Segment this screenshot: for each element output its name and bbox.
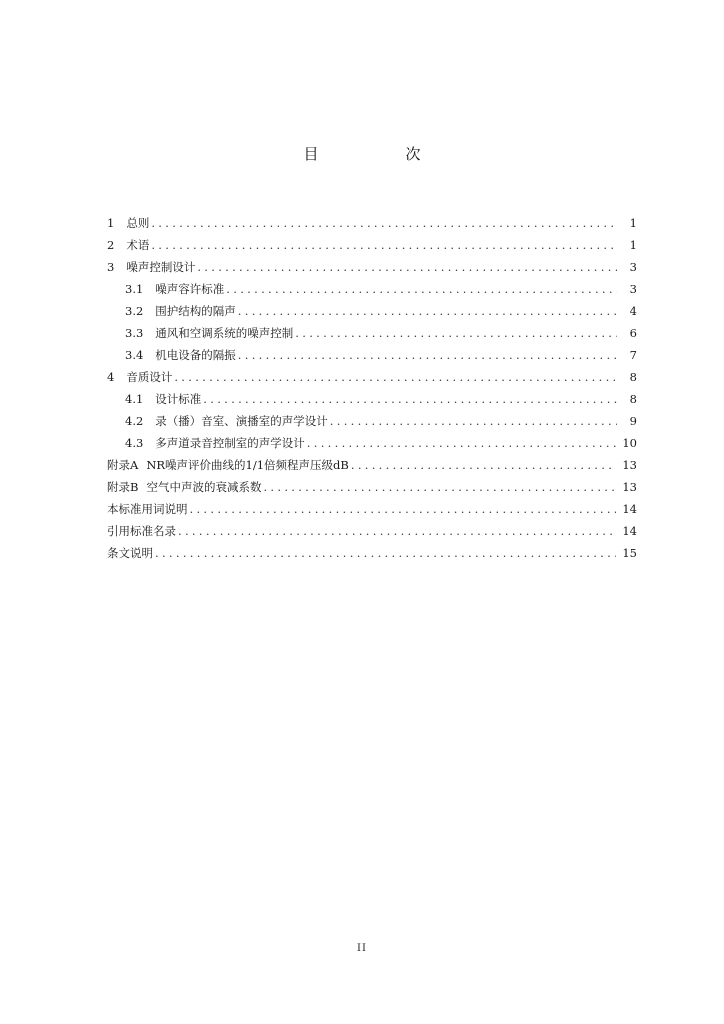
toc-entry-page: 1 xyxy=(629,216,637,230)
toc-subentry[interactable] xyxy=(107,411,637,433)
toc-entry[interactable] xyxy=(107,499,637,521)
toc-entry-label: 机电设备的隔振 xyxy=(155,348,236,362)
toc-dot-leader xyxy=(330,411,617,431)
toc-dot-leader xyxy=(263,477,616,497)
toc-subentry[interactable] xyxy=(107,433,637,455)
toc-entry-page: 13 xyxy=(622,480,637,494)
toc-entry[interactable] xyxy=(107,213,637,235)
toc-entry-page: 7 xyxy=(629,348,637,362)
toc-dot-leader xyxy=(151,213,617,233)
toc-entry-number: 附录A xyxy=(107,458,139,472)
toc-entry-number: 1 xyxy=(107,216,115,230)
toc-entry-number: 4.2 xyxy=(125,414,144,428)
page-number: II xyxy=(357,943,367,954)
toc-entry-label: 条文说明 xyxy=(107,546,153,560)
toc-entry-label: 本标准用词说明 xyxy=(107,502,188,516)
toc-entry-number: 附录B xyxy=(107,480,139,494)
toc-entry-label: 引用标准名录 xyxy=(107,524,176,538)
toc-subentry[interactable] xyxy=(107,345,637,367)
toc-entry-page: 3 xyxy=(629,260,637,274)
toc-entry-page: 14 xyxy=(622,502,637,516)
toc-subentry[interactable] xyxy=(107,323,637,345)
toc-dot-leader xyxy=(174,367,617,387)
toc-dot-leader xyxy=(351,455,617,475)
toc-entry-page: 9 xyxy=(629,414,637,428)
toc-entry-label: 设计标准 xyxy=(155,392,202,406)
toc-appendix-entry[interactable] xyxy=(107,455,637,477)
toc-entry-page: 13 xyxy=(622,458,637,472)
toc-entry[interactable] xyxy=(107,521,637,543)
toc-entry-page: 15 xyxy=(622,546,637,560)
toc-title: 目 次 xyxy=(303,145,457,163)
toc-dot-leader xyxy=(178,521,616,541)
toc-entry[interactable] xyxy=(107,235,637,257)
toc-subentry[interactable] xyxy=(107,301,637,323)
toc-entry-label: 噪声容许标准 xyxy=(155,282,225,296)
toc-entry-label: 术语 xyxy=(126,238,150,252)
toc-entry-number: 2 xyxy=(107,238,115,252)
toc-dot-leader xyxy=(151,235,617,255)
toc-dot-leader xyxy=(197,257,617,277)
toc-entry-label: 音质设计 xyxy=(126,370,173,384)
toc-subentry[interactable] xyxy=(107,279,637,301)
toc-entry-number: 4.3 xyxy=(125,436,144,450)
toc-dot-leader xyxy=(226,279,617,299)
toc-entry-number: 4 xyxy=(107,370,115,384)
toc-entry-page: 14 xyxy=(622,524,637,538)
toc-dot-leader xyxy=(238,345,617,365)
toc-entry-label: 围护结构的隔声 xyxy=(155,304,236,318)
toc-entry-page: 4 xyxy=(629,304,637,318)
toc-dot-leader xyxy=(238,301,617,321)
toc-entry-page: 8 xyxy=(629,370,637,384)
toc-entry-number: 3 xyxy=(107,260,115,274)
toc-entry[interactable] xyxy=(107,257,637,279)
toc-subentry[interactable] xyxy=(107,389,637,411)
toc-entry[interactable] xyxy=(107,543,637,565)
toc-entry-page: 1 xyxy=(629,238,637,252)
toc-dot-leader xyxy=(307,433,617,453)
toc-entry-page: 10 xyxy=(622,436,637,450)
toc-entry-label: 多声道录音控制室的声学设计 xyxy=(155,436,305,450)
toc-entry[interactable] xyxy=(107,367,637,389)
toc-entry-label: 通风和空调系统的噪声控制 xyxy=(155,326,294,340)
toc-appendix-entry[interactable] xyxy=(107,477,637,499)
toc-entry-label: 空气中声波的衰减系数 xyxy=(146,480,262,494)
toc-entry-number: 3.1 xyxy=(125,282,144,296)
toc-entry-page: 6 xyxy=(629,326,637,340)
toc-dot-leader xyxy=(295,323,617,343)
toc-entry-label: NR噪声评价曲线的1/1倍频程声压级dB xyxy=(146,458,349,472)
toc-dot-leader xyxy=(203,389,617,409)
table-of-contents xyxy=(107,213,637,565)
toc-entry-label: 总则 xyxy=(126,216,150,230)
toc-entry-label: 噪声控制设计 xyxy=(126,260,196,274)
toc-entry-page: 8 xyxy=(629,392,637,406)
toc-dot-leader xyxy=(155,543,616,563)
toc-dot-leader xyxy=(190,499,617,519)
toc-entry-number: 3.2 xyxy=(125,304,144,318)
toc-entry-page: 3 xyxy=(629,282,637,296)
toc-entry-label: 录（播）音室、演播室的声学设计 xyxy=(155,414,328,428)
toc-entry-number: 4.1 xyxy=(125,392,144,406)
toc-entry-number: 3.4 xyxy=(125,348,144,362)
toc-entry-number: 3.3 xyxy=(125,326,144,340)
